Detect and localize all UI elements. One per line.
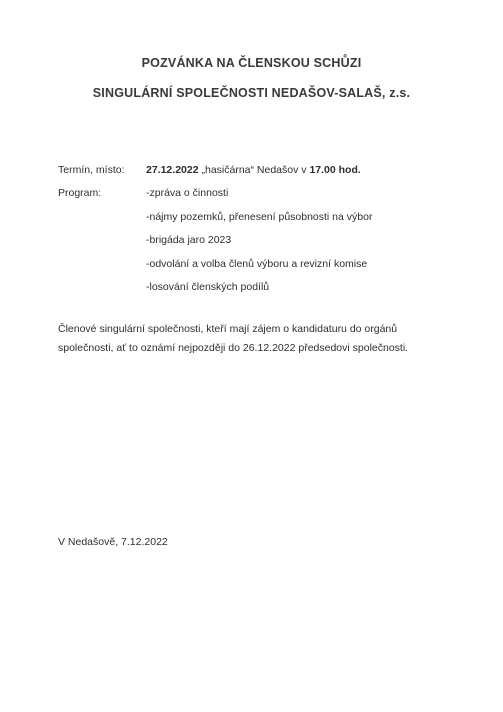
document-subtitle: SINGULÁRNÍ SPOLEČNOSTI NEDAŠOV-SALAŠ, z.s. <box>92 86 411 100</box>
document-title: POZVÁNKA NA ČLENSKOU SCHŮZI <box>141 56 362 70</box>
candidacy-notice <box>58 320 438 358</box>
notice-line: Členové singulární společnosti, kteří mají zájem o kandidaturu do orgánů <box>58 323 398 335</box>
notice-line: společnosti, ať to oznámí nejpozději do 26.12.2022 předsedovi společnosti. <box>58 342 409 354</box>
program-item: -zpráva o činnosti <box>146 187 229 199</box>
term-label: Termín, místo: <box>58 164 125 176</box>
term-value <box>146 164 361 176</box>
meeting-place: „hasičárna“ Nedašov v <box>198 164 310 176</box>
program-item: -nájmy pozemků, přenesení působnosti na výbor <box>146 210 373 223</box>
meeting-time: 17.00 hod. <box>309 164 361 176</box>
meeting-date: 27.12.2022 <box>146 164 199 176</box>
program-item: -brigáda jaro 2023 <box>146 234 232 246</box>
place-and-date: V Nedašově, 7.12.2022 <box>58 536 168 548</box>
program-label: Program: <box>58 187 102 199</box>
program-list <box>146 187 372 305</box>
program-item: -losování členských podílů <box>146 281 270 293</box>
program-item: -odvolání a volba členů výboru a revizní komise <box>146 257 368 270</box>
